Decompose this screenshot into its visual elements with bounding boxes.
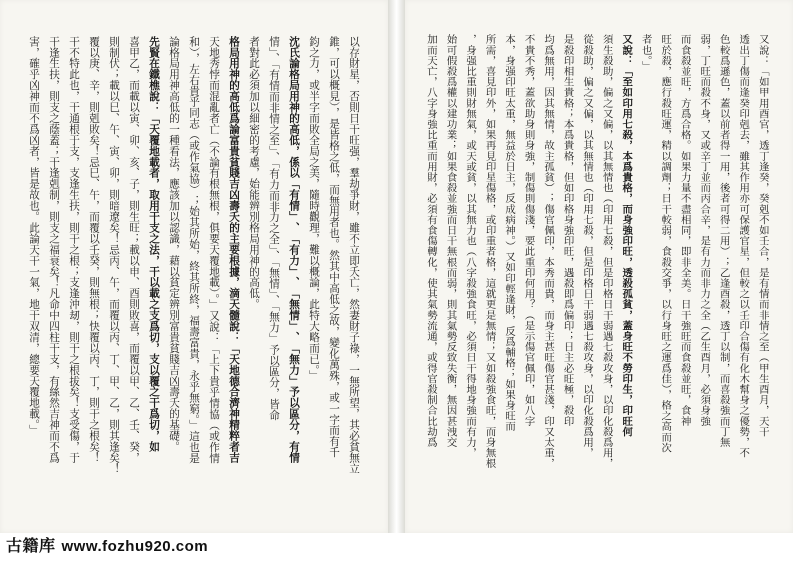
text-column: 又說：「至如印用七殺，本爲貴格，而身強印旺，透殺孤貧，蓋身旺不勞印生，印旺何	[620, 34, 633, 437]
text-column: 旺於殺，應行殺旺運，精以調劑；日干較弱，食殺交爭，以行身旺之運爲佳），格之高而次	[659, 34, 672, 453]
text-column: 色較爲遜色，蓋以前者得一用，後者可得二用）；乙逢酉殺，透丁以制，而喜殺強而丁無	[717, 34, 730, 448]
book-gutter	[388, 0, 405, 533]
text-column: 害，確乎凶神而不爲凶者，皆是故也。此論天干一氣，地干双清，總要天覆地載。」	[28, 36, 40, 436]
text-column: 喜甲乙，而載以寅、卯、亥、子，則生旺；載以申、酉則敗喜，而覆以甲、乙、壬、癸，	[128, 36, 140, 464]
left-page-text-columns	[26, 36, 362, 511]
text-column: 本，身强印旺太重，無益於日主，反成病神。）又如印輕逢財，反爲輔格；如果身旺而	[503, 34, 516, 432]
text-column: 錐，可以概見），是皆格之低，而無用者也。然其中高低之故，變化萬殊，或一字而有千	[328, 36, 340, 458]
text-column: 始可假殺爲權以建功業；如果食殺並強而日干無根而弱，則其氣勢反致失衡，無因甚洩交	[444, 34, 457, 448]
text-column: 和），左右貴乎同志（或作氣協）；始其所始，終其所終，福壽富貴，永乎無窮。」這也是	[188, 36, 200, 464]
site-url: www.fozhu920.com	[61, 538, 209, 555]
left-page	[0, 0, 388, 533]
text-column: 干逢生扶，則支之蔭蓋；干逢剋制，則支之福衰矣！凡命中四柱干支，有絲然吉神而不爲	[48, 36, 60, 464]
text-column: 先賢在鐵樵說：「天覆地載者，取用干支之法，干以載之支爲切，支以覆之干爲切，如	[148, 36, 160, 453]
text-column: 者對此必須加以細密的考慮，始能辨別格局用神的高低。	[248, 36, 260, 310]
text-column: 者也。」	[639, 34, 652, 72]
text-column: 均爲無用，因其無情，故主孤貧）；傷官佩印，本秀而貴，而身主甚旺傷官甚淺，印又太重，	[542, 34, 555, 469]
text-column: 從殺助，偏之又偏，以其無情也（印用七殺，但是印格日干弱遇七殺攻身，以印化殺爲用，	[581, 34, 594, 458]
text-column: 而食殺並旺，方爲合格。如果力量不盡相同，即非全美。日干強旺而食殺並旺，食神	[678, 34, 691, 427]
text-column: 則制伏；載以巳、午、寅、卯，則暗遼矣！忌丙、午，而覆以丙、丁、甲、乙，則其逢矣！	[108, 36, 120, 474]
text-column: 是殺印相生貴格；本爲貴格，但如印格身強印旺，遇殺即爲偏印；日主必旺極，殺印	[561, 34, 574, 427]
text-column: 弱，丁旺而殺不身，又或辛丁並而丙合辛，是有力而非力之全（乙生酉月，必須身強	[698, 34, 711, 427]
text-column: ，身强比重則財無氣，或天或貧，以其無力也（八字殺強食旺，必須日干得地身強而有力，	[464, 34, 477, 458]
text-column: 干不特此也，干通根于支，支逢生扶，則干之根；支逢沖刼，則干之根拔矣！支受傷，于	[68, 36, 80, 464]
right-page-text-columns	[423, 34, 771, 511]
text-column: 鈞之力，或半字而敗全局之美，隨時觀理，難以概論，此特大略而已。」	[308, 36, 320, 382]
text-column: 沈氏論格局用神的高低，係以「有情」、「有力」、「無情」、「無力」予以區分，有情	[288, 36, 300, 464]
text-column: 天地秀悖而混亂者亡（不論有根無根，俱要天覆地載）。」又說：「上下貴乎情協（或作情	[208, 36, 220, 464]
site-watermark[interactable]	[6, 533, 208, 556]
text-column: 格局用神的高低爲論富貴貧賤吉凶壽夭的主要根據，滴天髓說：「天地德合濟神精粹者吉	[228, 36, 240, 464]
text-column: 不貴不秀，蓋欲助身則身強，制傷則傷淺，要此重印何用？（是示傷官佩印，如八字	[522, 34, 535, 427]
text-column: 須生殺助，偏之又偏，以其無情也（印用七殺，但是印格日干弱遇七殺攻身，以印化殺爲用，	[600, 34, 613, 469]
text-column: 又說：「如甲用酉官，透丁逢癸，癸剋不如壬合，是有情而非情之至（甲生酉月，天干	[756, 34, 769, 437]
site-name: 古籍库	[6, 538, 56, 555]
footer-bar	[0, 533, 793, 561]
text-column: 加而天亡，八字身強比重而用財，必須有食傷轉化，使其氣勢流通，或得官殺制合比劫爲	[425, 34, 437, 448]
text-column: 覆以庚、辛，則剋敗矣！忌巳、午，而覆以壬癸，則無根；快覆以丙、丁，則干之根矣！	[88, 36, 100, 464]
text-column: 以存財星，否則日干旺强，羣劫爭財，雖不立即夭亡，然妻財子祿，一無所望，其必貧無立	[348, 36, 360, 474]
text-column: 所需，喜見印外，如果再見印星傷格，或印重者格，這就更是無情；又如殺強食旺，而身無根	[483, 34, 496, 469]
right-page	[405, 0, 793, 533]
text-column: 情」、「有情而非情之至」、「有力而非力之全」、「無情」、「無力」予以區分，皆命	[268, 36, 280, 421]
text-column: 透出丁傷而逢癸印剋去，雖其作用亦可保護官星，但較之以壬印合傷有化木幫身之優勢，不	[737, 34, 750, 458]
text-column: 論格局用神高低的一種看法，應該加以認識，藉以貧定辨別富貴貧賤吉凶壽夭的基礎。	[168, 36, 180, 453]
